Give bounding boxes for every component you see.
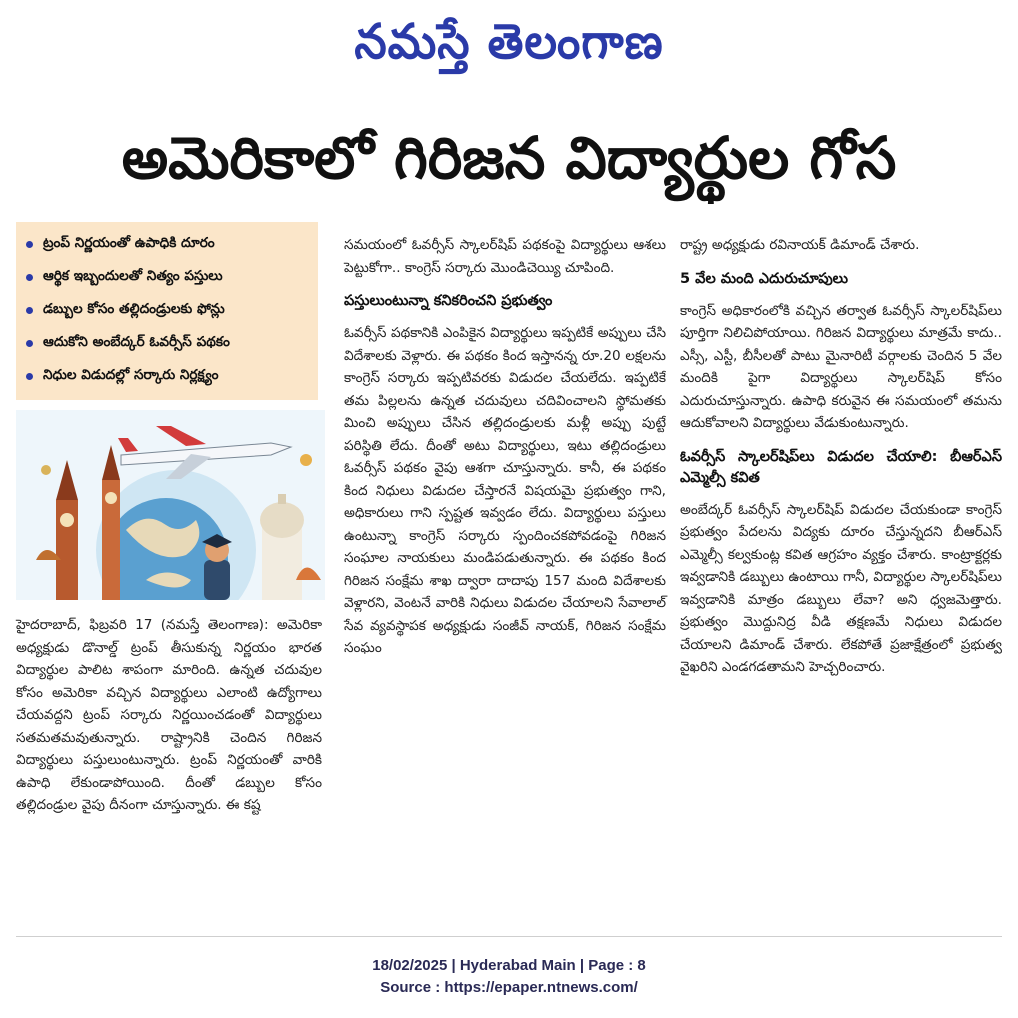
body-text: హైదరాబాద్, ఫిబ్రవరి 17 (నమస్తే తెలంగాణ): అమెరికా అధ్యక్షుడు డొనాల్డ్ ట్రంప్ తీసుకున్న నిర్ణయం భారత విద్యార్థుల పాలిట శాపంగా మారింది. ఉన్నత చదువుల కోసం అమెరికా వచ్చిన విద్యార్థులు ఎలాంటి ఉద్యోగాలు చేయవద్దని ట్రంప్ సర్కారు నిర్ణయించడంతో విద్యార్థులు సతమతమవుతున్నారు. రాష్ట్రానికి చెందిన గిరిజన విద్యార్థులు పస్తులుంటున్నారు. ట్రంప్ నిర్ణయంతో వారికి ఉపాధి లేకుండాపోయింది. దీంతో డబ్బుల కోసం తల్లిదండ్రుల వైపు దీనంగా చూస్తున్నారు. ఈ కష్ట bbox=[16, 617, 322, 813]
headline: అమెరికాలో గిరిజన విద్యార్థుల గోస bbox=[121, 124, 897, 192]
body-text: కాంగ్రెస్ అధికారంలోకి వచ్చిన తర్వాత ఓవర్సీస్ స్కాలర్‌షిప్‌లు పూర్తిగా నిలిచిపోయాయి. గిరిజన విద్యార్థులు మాత్రమే కాదు.. ఎస్సీ, ఎస్టీ, బీసీలతో పాటు మైనారిటీ వర్గాలకు చెందిన 5 వేల మందికి పైగా విద్యార్థులు స్కాలర్‌షిప్ కోసం ఎదురుచూస్తున్నారు. ఉపాధి కరువైన ఈ సమయంలో తమను ఆదుకోవాలని విద్యార్థులు వేడుకుంటున్నారు. bbox=[680, 302, 1002, 431]
bullet-dot-icon bbox=[26, 241, 33, 248]
highlight-item bbox=[26, 261, 312, 294]
bullet-dot-icon bbox=[26, 340, 33, 347]
footer-source-link[interactable]: Source : https://epaper.ntnews.com/ bbox=[380, 979, 638, 996]
article-column-3 bbox=[680, 234, 1002, 679]
highlight-item bbox=[26, 228, 312, 261]
illustration-image bbox=[16, 410, 325, 600]
highlight-text: ఆదుకోని అంబేద్కర్ ఓవర్సీస్ పథకం bbox=[43, 334, 230, 350]
bullet-dot-icon bbox=[26, 307, 33, 314]
section-subhead: 5 వేల మంది ఎదురుచూపులు bbox=[680, 270, 848, 287]
highlight-item bbox=[26, 360, 312, 393]
footer-divider bbox=[16, 936, 1002, 937]
body-text: సమయంలో ఓవర్సీస్ స్కాలర్‌షిప్ పథకంపై విద్యార్థులు ఆశలు పెట్టుకోగా.. కాంగ్రెస్ సర్కారు మొండిచెయ్యి చూపింది. bbox=[344, 237, 666, 276]
body-text: రాష్ట్ర అధ్యక్షుడు రవినాయక్ డిమాండ్ చేశారు. bbox=[680, 237, 920, 253]
body-text: ఓవర్సీస్ పథకానికి ఎంపికైన విద్యార్థులు ఇప్పటికే అప్పులు చేసి విదేశాలకు వెళ్లారు. ఈ పథకం కింద ఇస్తానన్న రూ.20 లక్షలను కాంగ్రెస్ సర్కారు ఇప్పటివరకు విడుదల చేయలేదు. ఇప్పటికే తమ పిల్లలను ఉన్నత చదువులు చదివించాలని స్థోమతకు మించి అప్పులు చేసిన తల్లిదండ్రులకు మళ్లీ అప్పు పుట్టే పరిస్థితి లేదు. దీంతో అటు విద్యార్థులు, ఇటు తల్లిదండ్రులు ఓవర్సీస్ పథకం వైపు ఆశగా చూస్తున్నారు. కానీ, ఈ పథకం కింద నిధులు విడుదల చేస్తారనే విషయమై ప్రభుత్వం గాని, అధికారులు గాని స్పష్టత ఇవ్వడం లేదు. విద్యార్థులు పస్తులు ఉంటున్నా కాంగ్రెస్ సర్కారు స్పందించకపోవడంపై గిరిజన సంఘాల నాయకులు మండిపడుతున్నారు. ఈ పథకం కింద గిరిజన సంక్షేమ శాఖ ద్వారా దాదాపు 157 మంది విదేశాలకు వెళ్లారని, వెంటనే వారికి నిధులు విడుదల చేయాలని సేవాలాల్ సేవ వ్యవస్థాపక అధ్యక్షుడు సంజీవ్ నాయక్, గిరిజన సంక్షేమ సంఘం bbox=[344, 325, 666, 656]
highlight-item bbox=[26, 294, 312, 327]
article-column-1 bbox=[16, 614, 322, 817]
body-text: అంబేద్కర్ ఓవర్సీస్ స్కాలర్‌షిప్ విడుదల చేయకుండా కాంగ్రెస్ ప్రభుత్వం పేదలను విద్యకు దూరం చేస్తున్నదని బీఆర్ఎస్ ఎమ్మెల్సీ కల్వకుంట్ల కవిత ఆగ్రహం వ్యక్తం చేశారు. కాంట్రాక్టర్లకు ఇవ్వడానికి డబ్బులు ఉంటాయి గానీ, విద్యార్థుల స్కాలర్‌షిప్‌లు ఇవ్వడానికి మాత్రం డబ్బులు లేవా? అని ధ్వజమెత్తారు. ప్రభుత్వం మొద్దునిద్ర వీడి తక్షణమే నిధులు విడుదల చేయాలని డిమాండ్ చేశారు. లేకపోతే ప్రజాక్షేత్రంలో ప్రభుత్వ వైఖరిని ఎండగడతామని హెచ్చరించారు. bbox=[680, 501, 1002, 675]
bullet-dot-icon bbox=[26, 274, 33, 281]
highlight-text: ఆర్థిక ఇబ్బందులతో నిత్యం పస్తులు bbox=[43, 268, 223, 284]
highlight-item bbox=[26, 327, 312, 360]
masthead bbox=[0, 8, 1018, 74]
highlight-text: నిధుల విడుదల్లో సర్కారు నిర్లక్ష్యం bbox=[43, 367, 219, 383]
footer-date-page: 18/02/2025 | Hyderabad Main | Page : 8 bbox=[372, 957, 646, 974]
bullet-dot-icon bbox=[26, 373, 33, 380]
highlight-text: డబ్బుల కోసం తల్లిదండ్రులకు ఫోన్లు bbox=[43, 301, 225, 317]
footer bbox=[0, 955, 1018, 999]
section-subhead: పస్తులుంటున్నా కనికరించని ప్రభుత్వం bbox=[344, 293, 553, 309]
highlight-text: ట్రంప్ నిర్ణయంతో ఉపాధికి దూరం bbox=[43, 235, 215, 251]
highlights-box bbox=[16, 222, 318, 400]
masthead-title: నమస్తే తెలంగాణ bbox=[354, 12, 664, 70]
section-subhead: ఓవర్సీస్ స్కాలర్‌షిప్‌లు విడుదల చేయాలి: బీఆర్ఎస్ ఎమ్మెల్సీ కవిత bbox=[680, 448, 1002, 486]
article-column-2 bbox=[344, 234, 666, 660]
